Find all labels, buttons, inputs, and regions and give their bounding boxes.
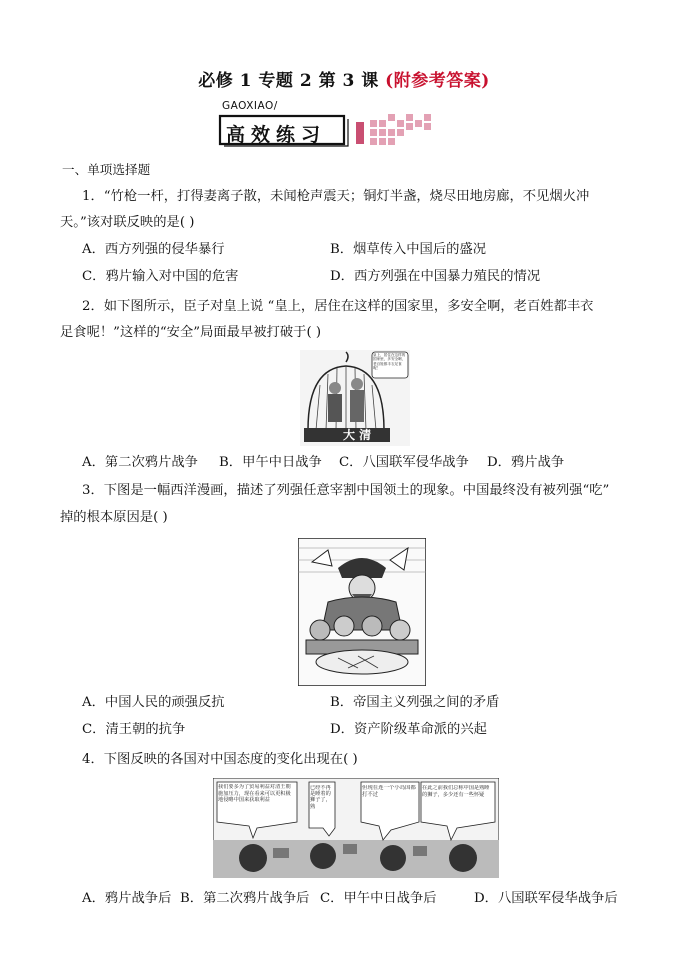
q3-option-c: C．清王朝的抗争 <box>82 722 186 737</box>
q3-stem-line-1: 3．下图是一幅西洋漫画，描述了列强任意宰割中国领土的现象。中国最终没有被列强“吃” <box>82 483 610 498</box>
section-banner <box>216 100 456 150</box>
q3-stem-line-2: 掉的根本原因是( ) <box>60 510 168 525</box>
q2-stem-line-2: 足食呢！”这样的“安全”局面最早被打破于( ) <box>60 325 322 340</box>
birdcage-speech-bubble: 皇上，居住在这样的国家里，多安全啊，老百姓都丰衣足食呢！ <box>373 353 406 371</box>
title-main: 必修 1 专题 2 第 3 课 <box>198 71 379 91</box>
q1-stem-line-2: 天。”该对联反映的是( ) <box>60 215 195 230</box>
q4-option-c: C．甲午中日战争后 <box>320 891 437 906</box>
q2-stem-line-1: 2．如下图所示，臣子对皇上说 “皇上，居住在这样的国家里，多安全啊，老百姓都丰衣 <box>82 299 594 314</box>
q1-option-b: B．烟草传入中国后的盛况 <box>330 242 487 257</box>
q1-option-d: D．西方列强在中国暴力殖民的情况 <box>330 269 541 284</box>
q2-option-c: C．八国联军侵华战争 <box>339 455 469 470</box>
q4-option-d: D．八国联军侵华战争后 <box>474 891 618 906</box>
q1-stem-line-1: 1．“竹枪一杆，打得妻离子散，未闻枪声震天；铜灯半盏，烧尽田地房廊，不见烟火冲 <box>82 189 590 204</box>
banner-small-text: GAOXIAO/ <box>222 100 278 112</box>
q1-option-c: C．鸦片输入对中国的危害 <box>82 269 239 284</box>
q3-option-a: A．中国人民的顽强反抗 <box>82 695 225 710</box>
lion-bubble-3: 但现在连一个小岛国都打不过 <box>362 785 416 798</box>
lion-bubble-2: 已经不再是睡着的狮子了，熟 <box>310 785 331 810</box>
page-title <box>0 66 688 91</box>
western-cartoon-image <box>298 538 426 686</box>
q2-option-a: A．第二次鸦片战争 <box>82 455 198 470</box>
q4-stem-line-1: 4．下图反映的各国对中国态度的变化出现在( ) <box>82 752 358 767</box>
q3-option-b: B．帝国主义列强之间的矛盾 <box>330 695 500 710</box>
section-heading: 一、单项选择题 <box>62 162 151 177</box>
q4-option-b: B．第二次鸦片战争后 <box>180 891 310 906</box>
birdcage-label: 大 清 <box>343 428 372 442</box>
q3-option-d: D．资产阶级革命派的兴起 <box>330 722 487 737</box>
title-answer-note: (附参考答案) <box>385 71 490 91</box>
lion-bubble-4: 在此之前我们总称中国是熟睡的狮子，多少还有一些怀疑 <box>422 785 490 798</box>
q2-option-d: D．鸦片战争 <box>487 455 565 470</box>
q4-option-a: A．鸦片战争后 <box>82 891 172 906</box>
banner-main-text: 高效练习 <box>226 124 327 146</box>
lion-bubble-1: 我们要多为了贸易利益对清王朝施加压力，现在看来可以更积极地侵略中国来获取利益 <box>218 784 291 804</box>
q1-option-a: A．西方列强的侵华暴行 <box>82 242 225 257</box>
q2-option-b: B．甲午中日战争 <box>219 455 322 470</box>
